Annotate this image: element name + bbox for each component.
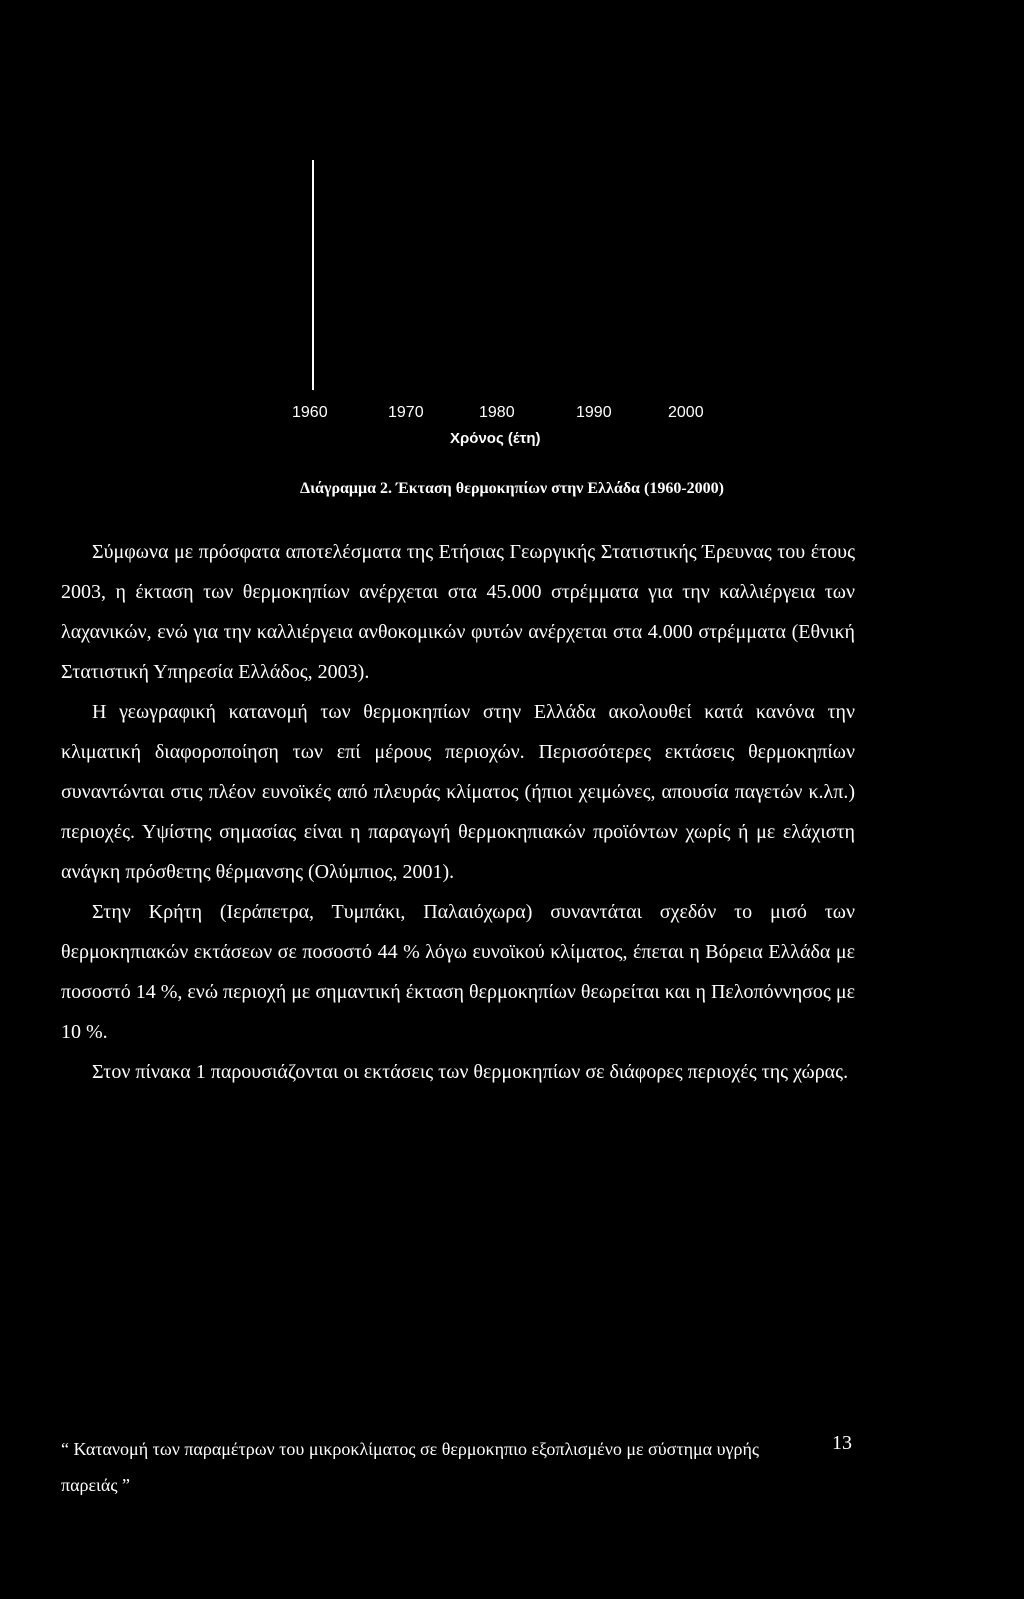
- body-text: [61, 532, 855, 1092]
- x-tick-label: 1990: [576, 404, 612, 421]
- y-axis-line: [312, 160, 314, 390]
- page-number: 13: [832, 1432, 852, 1454]
- x-axis-title: Χρόνος (έτη): [450, 430, 541, 447]
- x-tick-label: 1970: [388, 404, 424, 421]
- page-footer: [61, 1431, 861, 1503]
- x-tick-label: 1980: [479, 404, 515, 421]
- paragraph: Στην Κρήτη (Ιεράπετρα, Τυμπάκι, Παλαιόχωρα) συναντάται σχεδόν το μισό των θερμοκηπιακών εκτάσεων σε ποσοστό 44 % λόγω ευνοϊκού κλίματος, έπεται η Βόρεια Ελλάδα με ποσοστό 14 %, ενώ περιοχή με σημαντική έκταση θερμοκηπίων θεωρείται και η Πελοπόννησος με 10 %.: [61, 901, 855, 1043]
- paragraph: Σύμφωνα με πρόσφατα αποτελέσματα της Ετήσιας Γεωργικής Στατιστικής Έρευνας του έτους 2003, η έκταση των θερμοκηπίων ανέρχεται στα 45.000 στρέμματα για την καλλιέργεια των λαχανικών, ενώ για την καλλιέργεια ανθοκομικών φυτών ανέρχεται στα 4.000 στρέμματα (Εθνική Στατιστική Υπηρεσία Ελλάδος, 2003).: [61, 541, 855, 683]
- footer-text: “ Κατανομή των παραμέτρων του μικροκλίματος σε θερμοκηπιο εξοπλισμένο με σύστημα υγρής παρειάς ”: [61, 1439, 759, 1495]
- x-tick-label: 1960: [292, 404, 328, 421]
- paragraph: Η γεωγραφική κατανομή των θερμοκηπίων στην Ελλάδα ακολουθεί κατά κανόνα την κλιματική διαφοροποίηση των επί μέρους περιοχών. Περισσότερες εκτάσεις θερμοκηπίων συναντώνται στις πλέον ευνοϊκές από πλευράς κλίματος (ήπιοι χειμώνες, απουσία παγετών κ.λπ.) περιοχές. Υψίστης σημασίας είναι η παραγωγή θερμοκηπιακών προϊόντων χωρίς ή με ελάχιστη ανάγκη πρόσθετης θέρμανσης (Ολύμπιος, 2001).: [61, 701, 855, 883]
- paragraph: Στον πίνακα 1 παρουσιάζονται οι εκτάσεις των θερμοκηπίων σε διάφορες περιοχές της χώρας.: [92, 1061, 849, 1083]
- x-tick-label: 2000: [668, 404, 704, 421]
- chart: [0, 0, 1024, 470]
- figure-caption: Διάγραμμα 2. Έκταση θερμοκηπίων στην Ελλάδα (1960-2000): [300, 480, 724, 497]
